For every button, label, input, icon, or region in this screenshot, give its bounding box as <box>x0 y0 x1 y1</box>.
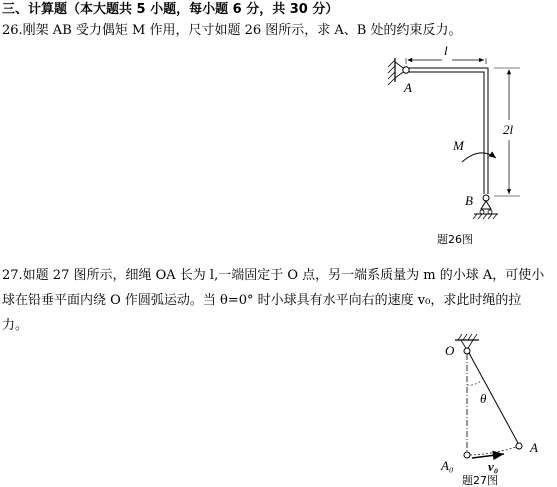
label-v0: v₀ <box>488 459 499 474</box>
ball-a0-icon <box>464 452 470 458</box>
ground-b <box>473 214 498 219</box>
ball-a-icon <box>516 443 522 449</box>
label-l: l <box>444 43 448 58</box>
pin-a-icon <box>403 67 409 73</box>
label-b: B <box>465 193 473 208</box>
label-a-27: A <box>530 440 538 455</box>
figure-26-caption: 题26图 <box>437 233 473 246</box>
question-27-text-line-2: 球在铅垂平面内绕 O 作圆弧运动。当 θ=0° 时小球具有水平向右的速度 v₀，求此时绳的拉 <box>2 293 522 308</box>
dimension-l <box>406 58 486 64</box>
support-b-triangle <box>481 201 491 209</box>
string-oa <box>469 353 518 443</box>
question-27-text-line-1: 27.如题 27 图所示，细绳 OA 长为 l,一端固定于 O 点，另一端系质量为 m 的小球 A，可使小 <box>2 268 545 283</box>
label-o: O <box>445 343 455 358</box>
circular-path <box>470 447 516 455</box>
roller-right-icon <box>488 210 492 214</box>
theta-arc <box>467 381 481 385</box>
moment-arrow-icon <box>462 153 496 162</box>
section-heading: 三、计算题（本大题共 5 小题，每小题 6 分，共 30 分） <box>2 2 339 17</box>
label-a: A <box>404 80 412 95</box>
roller-left-icon <box>480 210 484 214</box>
figure-26 <box>388 43 520 246</box>
label-theta: θ <box>480 391 487 406</box>
label-a0: A₀ <box>441 458 454 473</box>
figure-27 <box>440 334 538 487</box>
frame-ab <box>409 68 488 194</box>
label-2l: 2l <box>503 122 514 137</box>
question-26-text: 26.刚架 AB 受力偶矩 M 作用，尺寸如题 26 图所示，求 A、B 处的约束反力。 <box>2 23 462 38</box>
question-27-text-line-3: 力。 <box>2 318 29 333</box>
figure-27-caption: 题27图 <box>462 474 498 487</box>
velocity-arrow-icon <box>472 454 504 458</box>
label-m: M <box>453 138 464 153</box>
